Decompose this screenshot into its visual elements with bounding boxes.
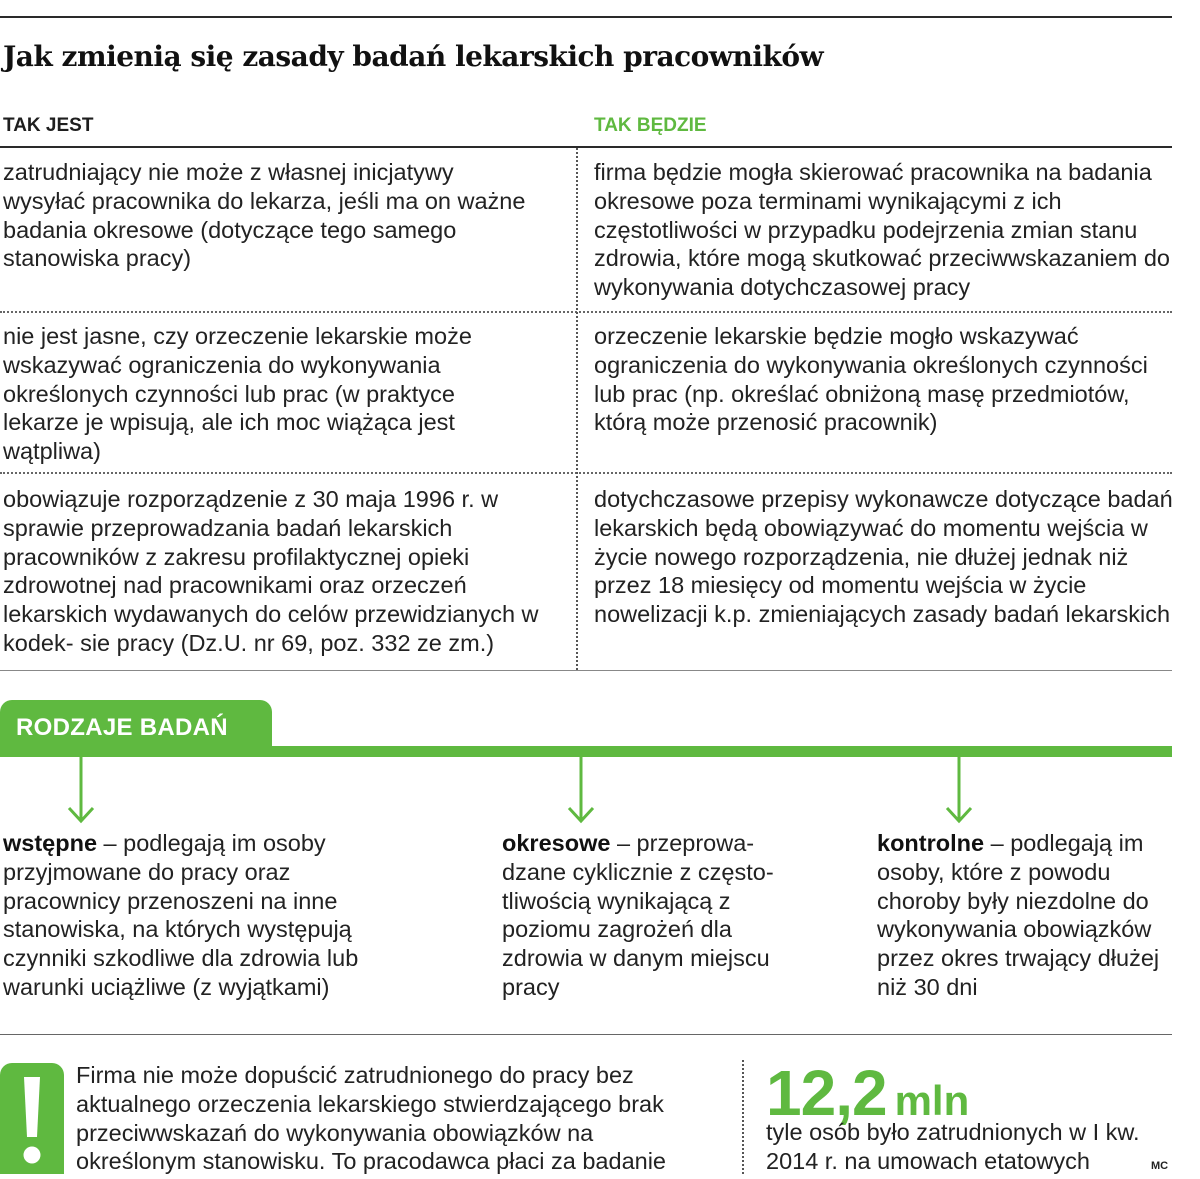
exclamation-mark [0, 1063, 64, 1174]
stat-number: 12,2 [766, 1057, 887, 1129]
exclamation-icon [0, 1063, 64, 1174]
exam-type-name: okresowe [502, 830, 611, 856]
table-top-rule [0, 146, 1172, 148]
stat-unit: mln [894, 1077, 970, 1124]
exam-type-description: – podlegają im osoby, które z powodu choroby były niezdolne do wykonywania obowiązków przez okres trwający dłużej niż 30 dni [877, 830, 1160, 1000]
exam-type-control [877, 829, 1172, 1002]
bottom-rule [0, 1034, 1172, 1035]
exam-type-name: kontrolne [877, 830, 985, 856]
notice-text: Firma nie może dopuścić zatrudnionego do pracy bez aktualnego orzeczenia lekarskiego stwierdzającego brak przeciwwskazań do wykonywania obowiązków na określonym stanowisku. To pracodawca płaci za badanie [76, 1062, 667, 1175]
bottom-divider [742, 1060, 744, 1174]
column-header-current: TAK JEST [3, 115, 94, 136]
table-cell-current: obowiązuje rozporządzenie z 30 maja 1996 r. w sprawie przeprowadzania badań lekarskich pracowników z zakresu profilaktycznej opieki zdrowotnej nad pracownikami oraz orzeczeń lekarskich wydawanych do celów przewidzianych w kodek- sie pracy (Dz.U. nr 69, poz. 332 ze zm.) [3, 486, 539, 656]
column-header-future: TAK BĘDZIE [594, 115, 707, 136]
arrow-down-icon [66, 756, 96, 826]
row-divider [0, 472, 1172, 474]
page-title: Jak zmienią się zasady badań lekarskich pracowników [3, 40, 824, 73]
table-cell-future: dotychczasowe przepisy wykonawcze dotyczące badań lekarskich będą obowiązywać do momentu wejścia w życie nowego rozporządzenia, nie dłużej jednak niż przez 18 miesięcy od momentu wejścia w życie nowelizacji k.p. zmieniających zasady badań lekarskich [594, 486, 1173, 628]
table-cell-current: zatrudniający nie może z własnej inicjatywy wysyłać pracownika do lekarza, jeśli ma on ważne badania okresowe (dotyczące tego samego stanowiska pracy) [3, 159, 526, 272]
table-cell-current: nie jest jasne, czy orzeczenie lekarskie może wskazywać ograniczenia do wykonywania określonych czynności lub prac (w praktyce lekarze je wpisują, ale ich moc wiążąca jest wątpliwa) [3, 323, 472, 465]
stat-caption: tyle osób było zatrudnionych w I kw. 2014 r. na umowach etatowych [766, 1119, 1140, 1174]
exam-type-initial [3, 829, 393, 1002]
exam-type-description: – podlegają im osoby przyjmowane do pracy oraz pracownicy przenoszeni na inne stanowiska, na których występują czynniki szkodliwe dla zdrowia lub warunki uciążliwe (z wyjątkami) [3, 830, 359, 1000]
section-label: RODZAJE BADAŃ [16, 714, 228, 741]
arrow-down-icon [944, 756, 974, 826]
column-divider [576, 148, 578, 670]
exam-type-periodic [502, 829, 802, 1002]
table-cell-future: firma będzie mogła skierować pracownika na badania okresowe poza terminami wynikającymi z ich częstotliwości w przypadku podejrzenia zmian stanu zdrowia, które mogą skutkować przeciwwskazaniem do wykonywania dotychczasowej pracy [594, 159, 1170, 301]
row-divider [0, 311, 1172, 313]
exam-type-description: – przeprowadzane cyklicznie z częstotliwością wynikającą z poziomu zagrożeń dla zdrowia w danym miejscu pracy [502, 830, 774, 1000]
exam-type-name: wstępne [3, 830, 98, 856]
arrow-down-icon [566, 756, 596, 826]
credit: MC [1151, 1160, 1169, 1172]
top-rule [0, 16, 1172, 18]
table-cell-future: orzeczenie lekarskie będzie mogło wskazywać ograniczenia do wykonywania określonych czynności lub prac (np. określać obniżoną masę przedmiotów, którą może przenosić pracownik) [594, 323, 1148, 436]
table-bottom-rule [0, 670, 1172, 671]
